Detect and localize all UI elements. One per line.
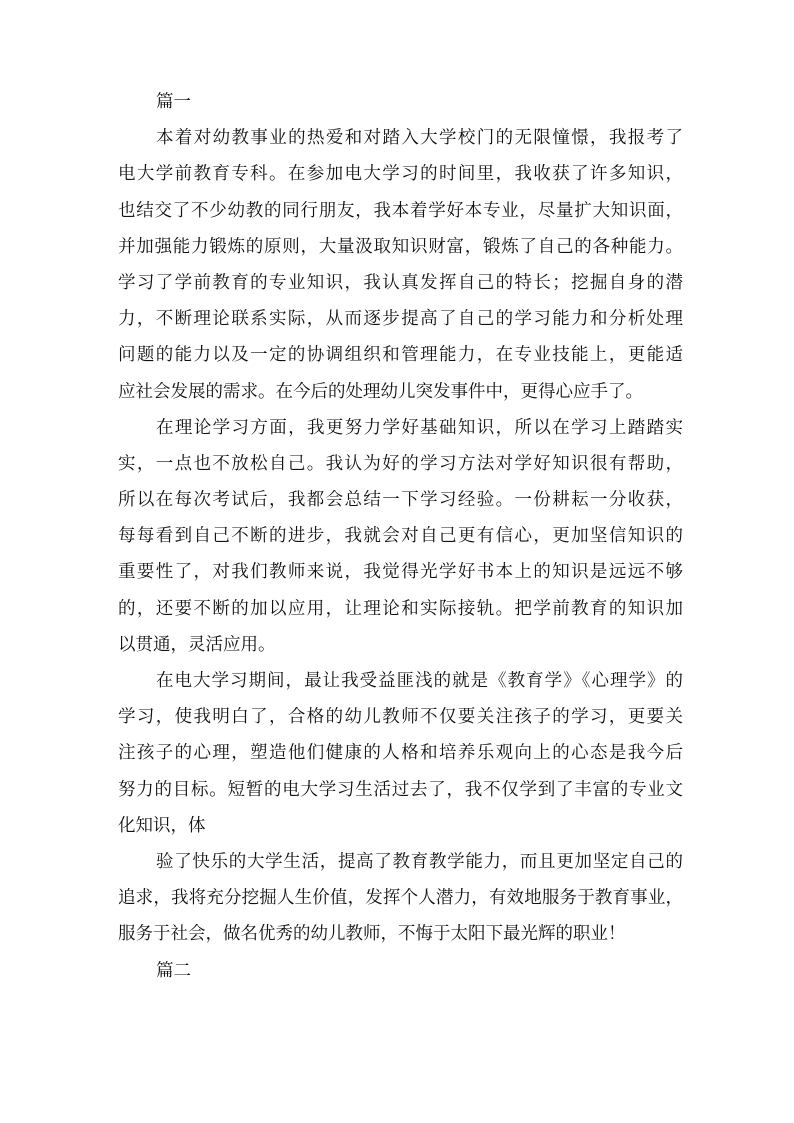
text-line: 力，不断理论联系实际，从而逐步提高了自己的学习能力和分析处理: [118, 309, 683, 330]
paragraph: [118, 410, 683, 663]
text-line: 努力的目标。短暂的电大学习生活过去了，我不仅学到了丰富的专业文: [118, 779, 683, 800]
text-line: 并加强能力锻炼的原则，大量汲取知识财富，锻炼了自己的各种能力。: [118, 236, 683, 257]
text-line: 学习，使我明白了，合格的幼儿教师不仅要关注孩子的学习，更要关: [118, 707, 683, 728]
text-line: 每每看到自己不断的进步，我就会对自己更有信心，更加坚信知识的: [118, 526, 683, 547]
section-heading: 篇一: [156, 92, 191, 112]
text-line: 应社会发展的需求。在今后的处理幼儿突发事件中，更得心应手了。: [118, 381, 643, 402]
text-line: 本着对幼教事业的热爱和对踏入大学校门的无限憧憬，我报考了: [156, 128, 683, 149]
document-body: [118, 84, 683, 989]
text-line: 在理论学习方面，我更努力学好基础知识，所以在学习上踏踏实: [156, 417, 683, 438]
paragraph: [118, 120, 683, 410]
paragraph: [118, 663, 683, 844]
text-line: 也结交了不少幼教的同行朋友，我本着学好本专业，尽量扩大知识面，: [118, 200, 683, 221]
paragraph: [118, 844, 683, 953]
text-line: 注孩子的心理，塑造他们健康的人格和培养乐观向上的心态是我今后: [118, 743, 683, 764]
text-line: 重要性了，对我们教师来说，我觉得光学好书本上的知识是远远不够: [118, 562, 683, 583]
text-line: 服务于社会，做名优秀的幼儿教师，不悔于太阳下最光辉的职业！: [118, 924, 626, 945]
text-line: 验了快乐的大学生活，提高了教育教学能力，而且更加坚定自己的: [156, 851, 683, 872]
text-line: 问题的能力以及一定的协调组织和管理能力，在专业技能上，更能适: [118, 345, 683, 366]
section-heading: 篇二: [156, 960, 191, 981]
text-line: 学习了学前教育的专业知识，我认真发挥自己的特长；挖掘自身的潜: [118, 272, 683, 293]
text-line: 在电大学习期间，最让我受益匪浅的就是《教育学》《心理学》的: [156, 671, 683, 691]
text-line: 电大学前教育专科。在参加电大学习的时间里，我收获了许多知识，: [118, 164, 683, 185]
text-line: 追求，我将充分挖掘人生价值，发挥个人潜力，有效地服务于教育事业，: [118, 888, 683, 909]
text-line: 化知识，体: [118, 815, 206, 836]
text-line: 实，一点也不放松自己。我认为好的学习方法对学好知识很有帮助，: [118, 453, 683, 474]
text-line: 所以在每次考试后，我都会总结一下学习经验。一份耕耘一分收获，: [118, 490, 683, 511]
text-line: 以贯通，灵活应用。: [118, 634, 276, 655]
text-line: 的，还要不断的加以应用，让理论和实际接轨。把学前教育的知识加: [118, 598, 683, 619]
